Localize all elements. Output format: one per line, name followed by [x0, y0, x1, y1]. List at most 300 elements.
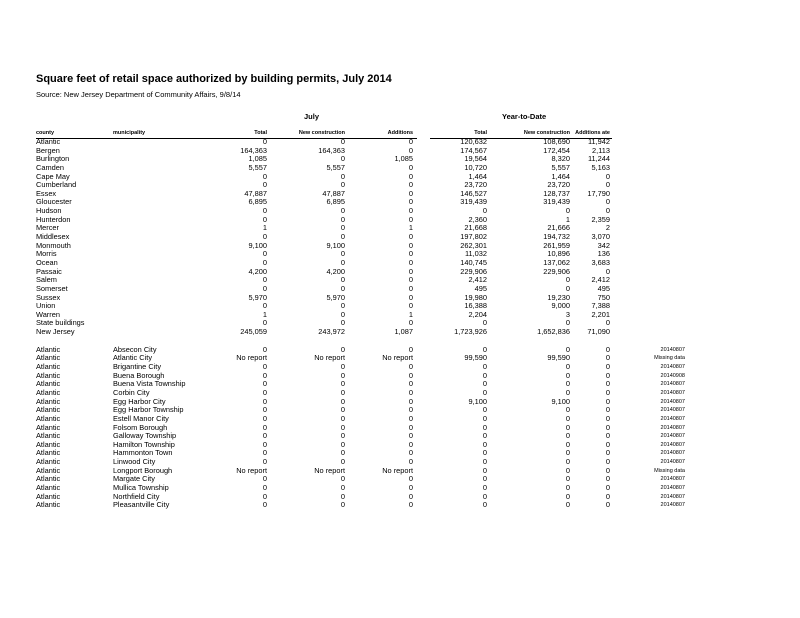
cell-ytd-new: 0	[565, 283, 570, 293]
cell-july-total: 0	[262, 396, 267, 406]
cell-report-date: Missing data	[654, 355, 685, 362]
cell-july-new: 0	[340, 214, 345, 224]
cell-july-total: No report	[236, 353, 267, 363]
cell-july-new: 0	[340, 422, 345, 432]
cell-ytd-total: 0	[482, 474, 487, 484]
cell-july-total: 0	[262, 318, 267, 328]
county-row	[0, 138, 800, 147]
cell-ytd-new: 10,896	[547, 249, 570, 259]
county-row	[0, 155, 800, 164]
cell-july-additions: 0	[408, 257, 413, 267]
cell-july-total: 1	[262, 223, 267, 233]
cell-ytd-total: 262,301	[460, 240, 487, 250]
cell-report-date: 20140807	[660, 476, 685, 483]
col-header-county: county	[36, 130, 55, 136]
cell-ytd-new: 23,720	[547, 180, 570, 190]
cell-july-new: 0	[340, 396, 345, 406]
cell-county: Atlantic	[36, 448, 61, 458]
county-row	[0, 181, 800, 190]
cell-july-additions: 0	[408, 396, 413, 406]
county-row	[0, 328, 800, 337]
cell-ytd-additions: 0	[605, 379, 610, 389]
cell-july-additions: 0	[408, 482, 413, 492]
cell-ytd-total: 0	[482, 482, 487, 492]
cell-july-additions: 0	[408, 188, 413, 198]
county-row	[0, 190, 800, 199]
cell-municipality: Corbin City	[113, 387, 150, 397]
cell-july-additions: 0	[408, 439, 413, 449]
cell-ytd-new: 9,100	[551, 396, 570, 406]
cell-municipality: Linwood City	[113, 457, 156, 467]
cell-july-new: 164,363	[318, 145, 345, 155]
cell-county: Hunterdon	[36, 214, 71, 224]
county-row	[0, 268, 800, 277]
cell-ytd-new: 194,732	[543, 232, 570, 242]
cell-july-total: 0	[262, 344, 267, 354]
cell-ytd-new: 1,652,836	[537, 327, 570, 337]
cell-july-additions: No report	[382, 353, 413, 363]
cell-july-new: 0	[340, 206, 345, 216]
cell-july-total: 1	[262, 309, 267, 319]
cell-july-additions: 0	[408, 370, 413, 380]
cell-county: Union	[36, 301, 56, 311]
cell-july-additions: 0	[408, 491, 413, 501]
col-header-municipality: municipality	[113, 130, 146, 136]
cell-county: Atlantic	[36, 137, 61, 146]
cell-ytd-total: 0	[482, 491, 487, 501]
cell-ytd-total: 0	[482, 465, 487, 475]
cell-report-date: 20140807	[660, 484, 685, 491]
cell-ytd-new: 0	[565, 500, 570, 510]
cell-july-total: 47,887	[244, 188, 267, 198]
cell-ytd-additions: 0	[605, 318, 610, 328]
cell-july-new: No report	[314, 465, 345, 475]
cell-july-new: 0	[340, 474, 345, 484]
county-row	[0, 259, 800, 268]
cell-municipality: Absecon City	[113, 344, 157, 354]
county-row	[0, 198, 800, 207]
cell-county: Somerset	[36, 283, 68, 293]
county-row	[0, 242, 800, 251]
cell-july-additions: 0	[408, 379, 413, 389]
county-row	[0, 164, 800, 173]
cell-report-date: 20140807	[660, 502, 685, 509]
group-header-ytd: Year-to-Date	[502, 112, 547, 121]
cell-ytd-additions: 0	[605, 500, 610, 510]
cell-ytd-total: 0	[482, 413, 487, 423]
cell-county: Atlantic	[36, 379, 61, 389]
cell-ytd-additions: 0	[605, 362, 610, 372]
cell-ytd-additions: 2	[605, 223, 610, 233]
cell-july-total: 0	[262, 379, 267, 389]
cell-municipality: Atlantic City	[113, 353, 153, 363]
cell-ytd-total: 21,668	[464, 223, 487, 233]
cell-county: Atlantic	[36, 482, 61, 492]
cell-july-total: 0	[262, 206, 267, 216]
cell-ytd-total: 319,439	[460, 197, 487, 207]
cell-july-total: 0	[262, 413, 267, 423]
cell-ytd-total: 0	[482, 405, 487, 415]
cell-county: Camden	[36, 162, 64, 172]
cell-july-additions: 0	[408, 197, 413, 207]
cell-july-additions: 1,087	[394, 327, 413, 337]
cell-ytd-total: 23,720	[464, 180, 487, 190]
cell-july-new: 4,200	[326, 266, 345, 276]
cell-ytd-total: 140,745	[460, 257, 487, 267]
cell-county: Atlantic	[36, 431, 61, 441]
report-title: Square feet of retail space authorized by building permits, July 2014	[36, 73, 392, 85]
cell-county: Atlantic	[36, 474, 61, 484]
cell-ytd-total: 0	[482, 318, 487, 328]
cell-ytd-total: 10,720	[464, 162, 487, 172]
cell-ytd-new: 128,737	[543, 188, 570, 198]
cell-july-new: 0	[340, 344, 345, 354]
cell-july-additions: 0	[408, 413, 413, 423]
cell-ytd-new: 0	[565, 491, 570, 501]
cell-county: Atlantic	[36, 344, 61, 354]
cell-ytd-total: 2,204	[468, 309, 487, 319]
cell-ytd-new: 261,959	[543, 240, 570, 250]
cell-ytd-new: 1,464	[551, 171, 570, 181]
cell-ytd-total: 9,100	[468, 396, 487, 406]
cell-report-date: 20140807	[660, 381, 685, 388]
cell-ytd-additions: 0	[605, 180, 610, 190]
cell-july-total: 0	[262, 249, 267, 259]
cell-july-new: 0	[340, 309, 345, 319]
cell-ytd-additions: 7,388	[591, 301, 610, 311]
cell-ytd-total: 1,723,926	[454, 327, 487, 337]
cell-july-additions: 0	[408, 448, 413, 458]
cell-ytd-new: 229,906	[543, 266, 570, 276]
cell-july-total: 0	[262, 137, 267, 146]
cell-municipality: Hammonton Town	[113, 448, 173, 458]
cell-county: Mercer	[36, 223, 59, 233]
cell-county: Atlantic	[36, 465, 61, 475]
col-header-july-additions: Additions	[387, 130, 413, 136]
cell-july-total: 0	[262, 439, 267, 449]
cell-ytd-additions: 0	[605, 353, 610, 363]
cell-july-new: 0	[340, 275, 345, 285]
cell-july-new: 0	[340, 283, 345, 293]
cell-july-additions: 0	[408, 318, 413, 328]
cell-county: Cape May	[36, 171, 70, 181]
cell-july-new: 0	[340, 448, 345, 458]
cell-july-additions: 0	[408, 214, 413, 224]
cell-ytd-new: 8,320	[551, 154, 570, 164]
cell-ytd-total: 0	[482, 500, 487, 510]
cell-county: Middlesex	[36, 232, 70, 242]
cell-ytd-total: 0	[482, 387, 487, 397]
cell-ytd-total: 120,632	[460, 137, 487, 146]
cell-july-total: 0	[262, 214, 267, 224]
cell-report-date: 20140807	[660, 493, 685, 500]
cell-july-additions: 0	[408, 457, 413, 467]
cell-ytd-total: 11,032	[464, 249, 487, 259]
cell-county: Atlantic	[36, 413, 61, 423]
cell-ytd-additions: 2,113	[592, 145, 610, 155]
cell-july-new: 0	[340, 154, 345, 164]
cell-july-new: 0	[340, 362, 345, 372]
cell-july-total: 245,059	[240, 327, 267, 337]
cell-ytd-total: 0	[482, 457, 487, 467]
cell-ytd-new: 0	[565, 362, 570, 372]
cell-ytd-new: 319,439	[543, 197, 570, 207]
cell-ytd-new: 0	[565, 405, 570, 415]
cell-july-new: 0	[340, 457, 345, 467]
cell-ytd-new: 5,557	[551, 162, 570, 172]
cell-report-date: 20140807	[660, 424, 685, 431]
cell-july-new: 0	[340, 137, 345, 146]
group-header-july: July	[304, 112, 320, 121]
cell-july-additions: 0	[408, 431, 413, 441]
cell-county: Atlantic	[36, 396, 61, 406]
cell-july-additions: 1	[408, 223, 413, 233]
cell-july-total: 0	[262, 474, 267, 484]
cell-july-new: 5,557	[326, 162, 345, 172]
cell-july-additions: 0	[408, 240, 413, 250]
cell-july-total: 5,970	[248, 292, 267, 302]
cell-ytd-additions: 3,683	[591, 257, 610, 267]
cell-ytd-new: 0	[565, 275, 570, 285]
cell-municipality: Mullica Township	[113, 482, 169, 492]
cell-ytd-new: 19,230	[547, 292, 570, 302]
cell-july-total: 0	[262, 457, 267, 467]
cell-july-total: 4,200	[248, 266, 267, 276]
cell-ytd-new: 0	[565, 439, 570, 449]
cell-july-total: 0	[262, 275, 267, 285]
cell-july-new: 0	[340, 431, 345, 441]
cell-july-new: 47,887	[322, 188, 345, 198]
cell-ytd-additions: 0	[605, 491, 610, 501]
cell-ytd-new: 99,590	[547, 353, 570, 363]
cell-report-date: 20140807	[660, 389, 685, 396]
cell-county: Monmouth	[36, 240, 71, 250]
cell-ytd-total: 19,980	[464, 292, 487, 302]
cell-july-additions: 0	[408, 180, 413, 190]
cell-july-total: 0	[262, 491, 267, 501]
cell-municipality: Northfield City	[113, 491, 160, 501]
cell-report-date: 20140807	[660, 433, 685, 440]
county-row	[0, 224, 800, 233]
county-row	[0, 311, 800, 320]
cell-july-additions: 0	[408, 249, 413, 259]
cell-municipality: Buena Vista Township	[113, 379, 186, 389]
cell-ytd-additions: 17,790	[587, 188, 610, 198]
cell-ytd-new: 0	[565, 448, 570, 458]
cell-july-new: 0	[340, 413, 345, 423]
cell-ytd-total: 2,360	[468, 214, 487, 224]
cell-report-date: 20140807	[660, 346, 685, 353]
cell-ytd-new: 3	[565, 309, 570, 319]
cell-july-total: 164,363	[240, 145, 267, 155]
cell-ytd-additions: 0	[605, 370, 610, 380]
cell-july-total: 0	[262, 180, 267, 190]
cell-report-date: 20140807	[660, 398, 685, 405]
cell-ytd-additions: 0	[605, 206, 610, 216]
cell-july-additions: 0	[408, 283, 413, 293]
cell-ytd-total: 0	[482, 439, 487, 449]
cell-july-additions: 0	[408, 275, 413, 285]
cell-county: Atlantic	[36, 491, 61, 501]
cell-ytd-additions: 0	[605, 439, 610, 449]
cell-ytd-additions: 11,942	[587, 137, 610, 146]
cell-county: Atlantic	[36, 387, 61, 397]
cell-july-total: 0	[262, 171, 267, 181]
cell-july-total: 0	[262, 422, 267, 432]
cell-report-date: 20140807	[660, 364, 685, 371]
cell-july-additions: 0	[408, 137, 413, 146]
col-header-ytd-new: New construction	[523, 130, 570, 136]
cell-ytd-additions: 0	[605, 387, 610, 397]
cell-ytd-additions: 2,412	[591, 275, 610, 285]
cell-july-total: 0	[262, 257, 267, 267]
cell-ytd-new: 108,690	[543, 137, 570, 146]
cell-july-total: 0	[262, 301, 267, 311]
county-row	[0, 173, 800, 182]
cell-ytd-new: 0	[565, 413, 570, 423]
cell-july-new: 0	[340, 301, 345, 311]
cell-ytd-additions: 0	[605, 457, 610, 467]
cell-ytd-additions: 0	[605, 422, 610, 432]
cell-ytd-new: 0	[565, 474, 570, 484]
cell-ytd-additions: 0	[605, 405, 610, 415]
cell-july-total: 0	[262, 232, 267, 242]
cell-county: Atlantic	[36, 353, 61, 363]
county-row	[0, 294, 800, 303]
cell-ytd-additions: 0	[605, 431, 610, 441]
cell-municipality: Buena Borough	[113, 370, 165, 380]
cell-july-new: 0	[340, 232, 345, 242]
cell-ytd-total: 495	[474, 283, 487, 293]
cell-ytd-additions: 750	[597, 292, 610, 302]
cell-report-date: 20140807	[660, 459, 685, 466]
cell-ytd-new: 21,666	[547, 223, 570, 233]
cell-municipality: Margate City	[113, 474, 155, 484]
cell-july-total: 0	[262, 431, 267, 441]
cell-july-additions: 0	[408, 362, 413, 372]
cell-july-additions: 0	[408, 500, 413, 510]
cell-ytd-additions: 0	[605, 413, 610, 423]
cell-ytd-total: 229,906	[460, 266, 487, 276]
cell-county: Atlantic	[36, 405, 61, 415]
cell-july-additions: No report	[382, 465, 413, 475]
cell-ytd-new: 0	[565, 431, 570, 441]
cell-ytd-new: 1	[565, 214, 570, 224]
county-row	[0, 250, 800, 259]
cell-july-additions: 0	[408, 405, 413, 415]
cell-municipality: Longport Borough	[113, 465, 173, 475]
cell-report-date: 20140807	[660, 415, 685, 422]
cell-july-new: 0	[340, 180, 345, 190]
county-row	[0, 302, 800, 311]
county-row	[0, 276, 800, 285]
data-table	[0, 138, 800, 510]
cell-july-total: 1,085	[248, 154, 267, 164]
cell-ytd-total: 0	[482, 370, 487, 380]
cell-municipality: Brigantine City	[113, 362, 162, 372]
cell-july-total: 0	[262, 283, 267, 293]
cell-july-new: 0	[340, 491, 345, 501]
cell-county: Cumberland	[36, 180, 77, 190]
cell-ytd-new: 9,000	[551, 301, 570, 311]
cell-county: Atlantic	[36, 439, 61, 449]
cell-ytd-new: 0	[565, 379, 570, 389]
cell-county: Bergen	[36, 145, 60, 155]
cell-ytd-total: 0	[482, 379, 487, 389]
cell-report-date: 20140908	[660, 372, 685, 379]
cell-july-new: 0	[340, 405, 345, 415]
cell-july-new: 0	[340, 249, 345, 259]
cell-ytd-additions: 0	[605, 344, 610, 354]
cell-july-new: 0	[340, 439, 345, 449]
cell-county: Morris	[36, 249, 57, 259]
cell-july-additions: 0	[408, 387, 413, 397]
col-header-july-total: Total	[254, 130, 267, 136]
cell-july-additions: 0	[408, 474, 413, 484]
cell-ytd-additions: 0	[605, 396, 610, 406]
cell-july-new: 5,970	[326, 292, 345, 302]
cell-county: Atlantic	[36, 500, 61, 510]
col-header-july-new: New construction	[298, 130, 345, 136]
cell-ytd-new: 0	[565, 344, 570, 354]
cell-ytd-additions: 0	[605, 171, 610, 181]
cell-july-additions: 0	[408, 422, 413, 432]
cell-ytd-total: 16,388	[464, 301, 487, 311]
cell-july-additions: 0	[408, 162, 413, 172]
cell-july-additions: 1,085	[394, 154, 413, 164]
cell-ytd-additions: 2,359	[591, 214, 610, 224]
cell-ytd-total: 0	[482, 362, 487, 372]
cell-ytd-additions: 0	[605, 266, 610, 276]
cell-ytd-new: 0	[565, 422, 570, 432]
cell-county: Atlantic	[36, 457, 61, 467]
cell-ytd-total: 2,412	[468, 275, 487, 285]
cell-ytd-total: 197,802	[460, 232, 487, 242]
cell-ytd-new: 137,062	[543, 257, 570, 267]
cell-ytd-new: 0	[565, 465, 570, 475]
col-header-ytd-additions: Additions ate	[575, 130, 610, 136]
cell-july-total: 0	[262, 362, 267, 372]
cell-july-total: 0	[262, 482, 267, 492]
cell-ytd-total: 0	[482, 422, 487, 432]
cell-report-date: 20140807	[660, 407, 685, 414]
cell-ytd-new: 0	[565, 370, 570, 380]
cell-july-new: 0	[340, 379, 345, 389]
cell-july-total: 9,100	[248, 240, 267, 250]
cell-july-additions: 1	[408, 309, 413, 319]
cell-ytd-total: 19,564	[464, 154, 487, 164]
cell-ytd-new: 0	[565, 318, 570, 328]
cell-july-new: 0	[340, 370, 345, 380]
cell-county: Atlantic	[36, 422, 61, 432]
cell-july-additions: 0	[408, 292, 413, 302]
cell-july-total: 6,895	[248, 197, 267, 207]
cell-report-date: Missing data	[654, 467, 685, 474]
cell-july-additions: 0	[408, 171, 413, 181]
cell-july-total: 0	[262, 387, 267, 397]
cell-ytd-total: 174,567	[460, 145, 487, 155]
cell-county: Ocean	[36, 257, 58, 267]
cell-county: Hudson	[36, 206, 62, 216]
cell-ytd-additions: 0	[605, 474, 610, 484]
cell-ytd-new: 172,454	[543, 145, 570, 155]
cell-report-date: 20140807	[660, 441, 685, 448]
cell-ytd-additions: 11,244	[587, 154, 610, 164]
cell-july-new: 0	[340, 500, 345, 510]
cell-july-new: 0	[340, 318, 345, 328]
cell-july-additions: 0	[408, 206, 413, 216]
cell-ytd-additions: 0	[605, 465, 610, 475]
